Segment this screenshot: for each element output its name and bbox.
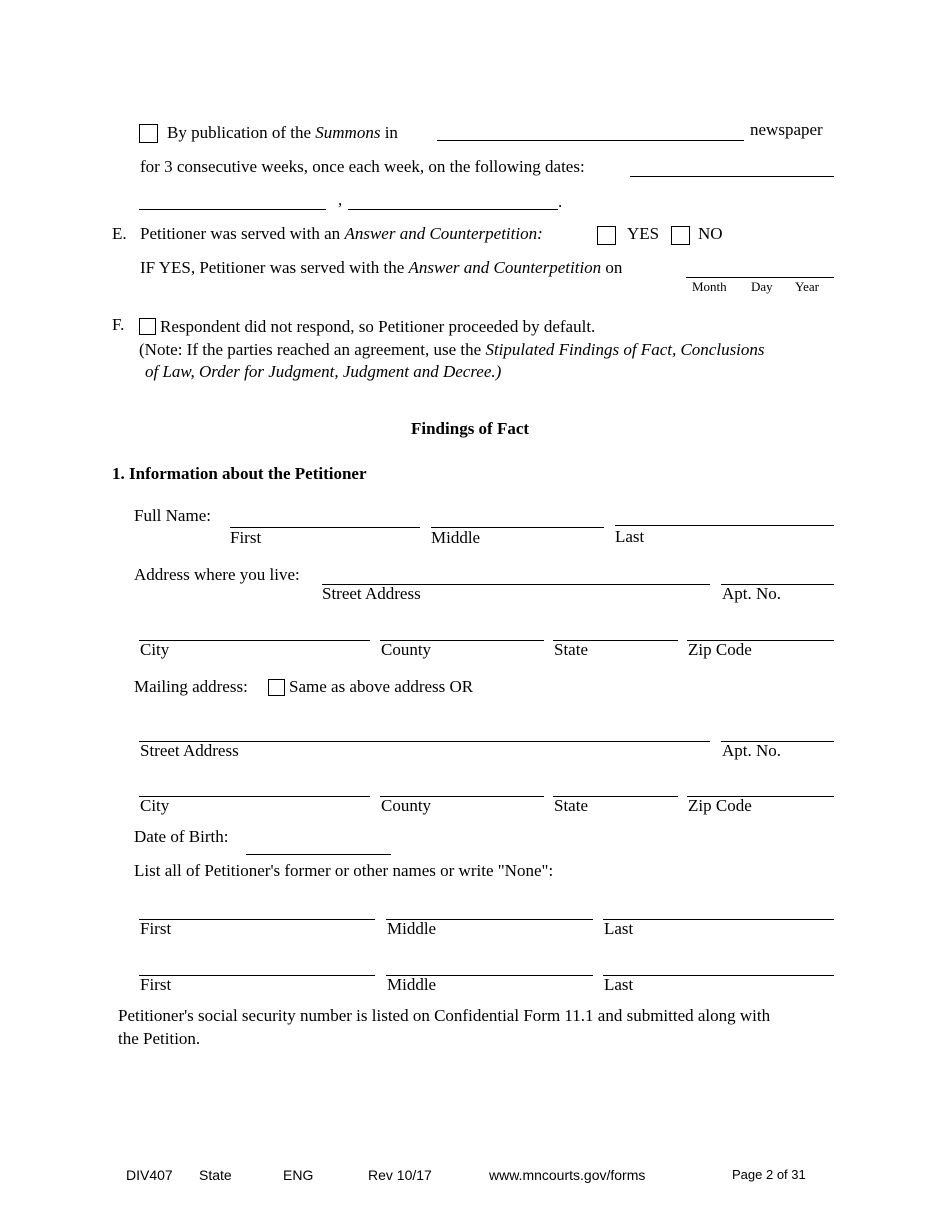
- state-label: State: [554, 640, 588, 659]
- first-label: First: [230, 528, 262, 547]
- former-first-label-2: First: [140, 975, 172, 994]
- ssn-statement-line-1: Petitioner's social security number is listed on Confidential Form 11.1 and submitted along with: [118, 1006, 771, 1025]
- mailing-city-label: City: [140, 796, 170, 815]
- former-last-label-1: Last: [604, 919, 634, 938]
- same-as-above-label: Same as above address OR: [289, 677, 474, 696]
- publication-date-field-2[interactable]: [139, 209, 326, 210]
- section-e-letter: E.: [112, 224, 127, 243]
- mailing-label: Mailing address:: [134, 677, 248, 696]
- section-e-text-ital: Answer and Counterpetition:: [344, 224, 543, 243]
- full-name-label: Full Name:: [134, 506, 211, 525]
- publication-in: in: [384, 123, 398, 142]
- zip-code-label: Zip Code: [688, 640, 752, 659]
- former-middle-label-1: Middle: [387, 919, 437, 938]
- former-first-label-1: First: [140, 919, 172, 938]
- footer-form-id: DIV407: [126, 1167, 173, 1183]
- publication-text: [167, 124, 398, 141]
- default-text: Respondent did not respond, so Petitioner proceeded by default.: [160, 317, 596, 336]
- dob-label: Date of Birth:: [134, 827, 229, 846]
- mailing-zip-label: Zip Code: [688, 796, 752, 815]
- section-f-letter: F.: [112, 315, 125, 334]
- ifyes-text: [140, 259, 622, 276]
- middle-label: Middle: [431, 528, 481, 547]
- mailing-county-label: County: [381, 796, 432, 815]
- ifyes-on: on: [605, 258, 623, 277]
- ifyes-pre: IF YES, Petitioner was served with the: [140, 258, 405, 277]
- served-year-label: Year: [795, 279, 819, 294]
- publication-pre: By publication of the: [167, 123, 312, 142]
- note-line-2: of Law, Order for Judgment, Judgment and Decree.): [145, 362, 502, 381]
- section-1-heading: 1. Information about the Petitioner: [112, 464, 367, 483]
- ssn-statement-line-2: the Petition.: [118, 1029, 201, 1048]
- date-comma: ,: [338, 190, 343, 209]
- section-e-text: [140, 225, 543, 242]
- served-day-label: Day: [751, 279, 773, 294]
- note-pre: (Note: If the parties reached an agreement, use the: [139, 340, 482, 359]
- street-address-label: Street Address: [322, 584, 421, 603]
- former-last-label-2: Last: [604, 975, 634, 994]
- former-first-field-2[interactable]: [139, 975, 375, 976]
- note-line-1: [139, 341, 765, 358]
- apt-no-label: Apt. No.: [722, 584, 782, 603]
- date-period: .: [558, 192, 563, 211]
- footer-revision: Rev 10/17: [368, 1167, 432, 1183]
- footer-url[interactable]: www.mncourts.gov/forms: [489, 1167, 646, 1183]
- city-field[interactable]: [139, 640, 370, 641]
- findings-title: Findings of Fact: [411, 419, 530, 438]
- publication-date-field-1[interactable]: [630, 176, 834, 177]
- footer-language: ENG: [283, 1167, 314, 1183]
- served-date-field[interactable]: [686, 277, 834, 278]
- city-label: City: [140, 640, 170, 659]
- last-name-field[interactable]: [615, 525, 834, 526]
- publication-summons: Summons: [315, 123, 381, 142]
- newspaper-name-field[interactable]: [437, 140, 744, 141]
- answer-no-label: NO: [698, 224, 723, 243]
- former-names-label: List all of Petitioner's former or other names or write "None":: [134, 861, 554, 880]
- answer-yes-label: YES: [627, 224, 660, 243]
- mailing-apt-label: Apt. No.: [722, 741, 782, 760]
- same-as-above-checkbox[interactable]: [268, 679, 285, 696]
- footer-jurisdiction: State: [199, 1167, 232, 1183]
- former-last-field-2[interactable]: [603, 975, 834, 976]
- answer-no-checkbox[interactable]: [671, 226, 690, 245]
- default-checkbox[interactable]: [139, 318, 156, 335]
- ifyes-ital: Answer and Counterpetition: [408, 258, 602, 277]
- footer-page: Page 2 of 31: [732, 1167, 806, 1182]
- former-last-field-1[interactable]: [603, 919, 834, 920]
- mailing-city-field[interactable]: [139, 796, 370, 797]
- last-label: Last: [615, 527, 645, 546]
- address-label: Address where you live:: [134, 565, 300, 584]
- publication-date-field-3[interactable]: [348, 209, 558, 210]
- newspaper-label: newspaper: [750, 120, 823, 139]
- publication-checkbox[interactable]: [139, 124, 158, 143]
- section-e-text-pre: Petitioner was served with an: [140, 224, 341, 243]
- note-ital-1: Stipulated Findings of Fact, Conclusions: [485, 340, 765, 359]
- former-middle-label-2: Middle: [387, 975, 437, 994]
- weeks-text: for 3 consecutive weeks, once each week, on the following dates:: [140, 157, 585, 176]
- answer-yes-checkbox[interactable]: [597, 226, 616, 245]
- former-first-field-1[interactable]: [139, 919, 375, 920]
- mailing-state-label: State: [554, 796, 588, 815]
- served-month-label: Month: [692, 279, 727, 294]
- county-label: County: [381, 640, 432, 659]
- dob-field[interactable]: [246, 854, 391, 855]
- mailing-street-label: Street Address: [140, 741, 239, 760]
